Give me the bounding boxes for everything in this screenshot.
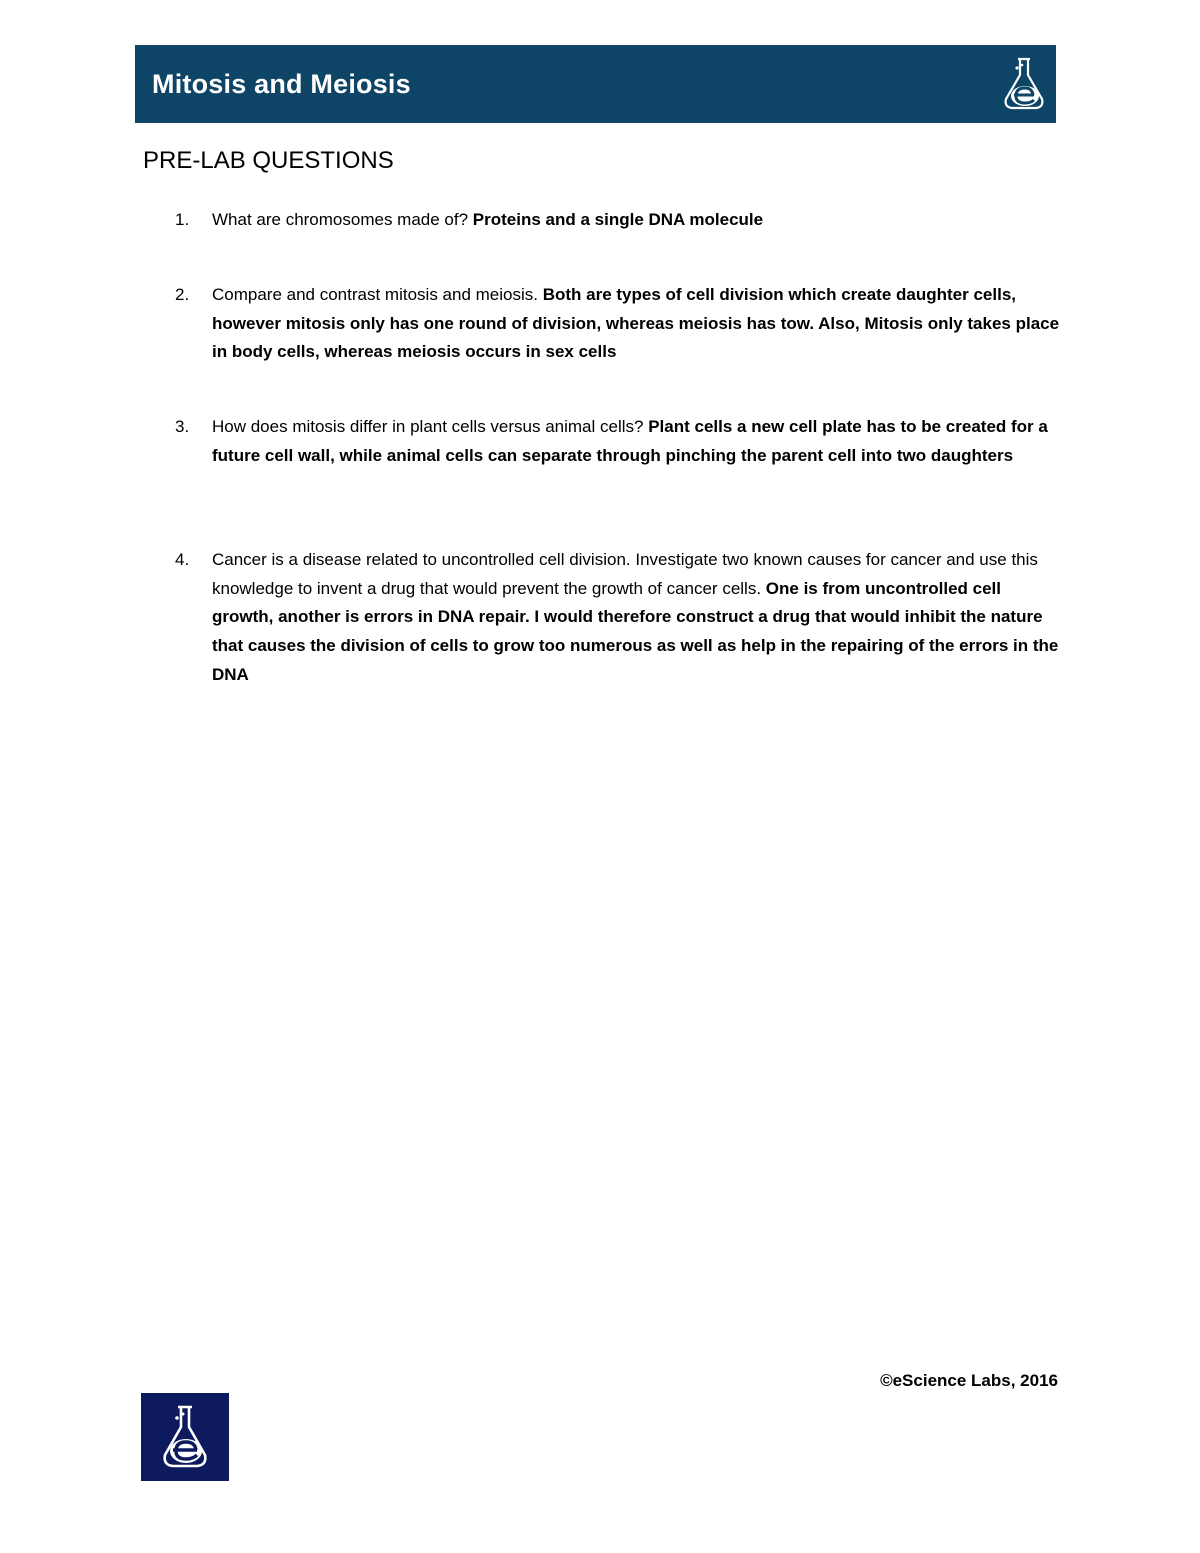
question-prompt: Cancer is a disease related to uncontrolled cell division. Investigate two known causes for cancer and use this knowledge to invent a drug that would prevent the growth of cancer cells.	[212, 550, 1038, 598]
document-title: Mitosis and Meiosis	[152, 69, 411, 99]
question-number: 3.	[175, 417, 190, 436]
question-item-4	[175, 546, 1065, 690]
question-number: 1.	[175, 210, 190, 229]
question-prompt: How does mitosis differ in plant cells versus animal cells?	[212, 417, 649, 436]
copyright-notice: ©eScience Labs, 2016	[880, 1371, 1058, 1390]
header-bar	[135, 45, 1056, 123]
question-answer: Both are types of cell division which create daughter cells, however mitosis only has one round of division, whereas meiosis has tow. Also, Mitosis only takes place in body cells, whereas meiosis occurs in sex cells	[212, 285, 1060, 362]
question-number: 2.	[175, 285, 190, 304]
flask-e-logo-icon	[159, 1403, 211, 1471]
section-heading: PRE-LAB QUESTIONS	[143, 147, 394, 174]
question-number: 4.	[175, 550, 190, 569]
question-item-1	[175, 206, 1065, 235]
question-answer: Plant cells a new cell plate has to be created for a future cell wall, while animal cells can separate through pinching the parent cell into two daughters	[212, 417, 1048, 465]
question-item-2	[175, 281, 1065, 367]
question-prompt: What are chromosomes made of?	[212, 210, 473, 229]
question-answer: Proteins and a single DNA molecule	[472, 210, 764, 229]
flask-e-logo-icon	[1000, 55, 1048, 113]
question-answer: One is from uncontrolled cell growth, another is errors in DNA repair. I would therefore construct a drug that would inhibit the nature that causes the division of cells to grow too numerous as well as help in the repairing of the errors in the DNA	[212, 578, 1059, 684]
question-prompt: Compare and contrast mitosis and meiosis.	[212, 285, 543, 304]
question-item-3	[175, 413, 1065, 470]
footer-logo	[141, 1393, 229, 1481]
